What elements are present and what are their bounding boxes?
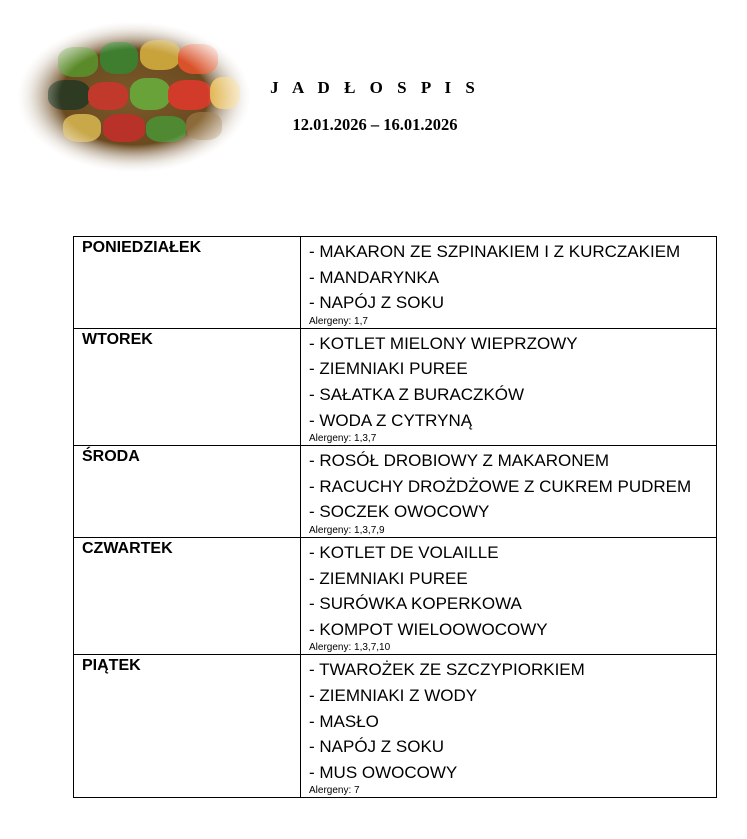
dishes-cell (301, 537, 717, 654)
dishes-cell (301, 655, 717, 798)
menu-row (74, 237, 717, 329)
dish-item: - MASŁO (309, 711, 379, 731)
dish-item: - SURÓWKA KOPERKOWA (309, 594, 522, 614)
dish-item: - KOTLET MIELONY WIEPRZOWY (309, 333, 578, 353)
menu-row (74, 446, 717, 538)
dish-item: - ZIEMNIAKI PUREE (309, 568, 468, 588)
dish-item: - NAPÓJ Z SOKU (309, 737, 445, 757)
dish-item: - SOCZEK OWOCOWY (309, 502, 490, 522)
dish-item: - MAKARON ZE SZPINAKIEM I Z KURCZAKIEM (309, 242, 681, 261)
allergens-note: Alergeny: 7 (309, 785, 360, 797)
dish-item: - KOMPOT WIELOOWOCOWY (309, 619, 548, 639)
menu-row (74, 537, 717, 654)
dish-item: - MANDARYNKA (309, 267, 440, 287)
allergens-note: Alergeny: 1,7 (309, 315, 368, 327)
dish-item: - SAŁATKA Z BURACZKÓW (309, 384, 525, 404)
dish-item: - TWAROŻEK ZE SZCZYPIORKIEM (309, 660, 585, 680)
vegetables-photo (18, 22, 250, 172)
day-name: WTOREK (74, 328, 301, 445)
day-name: CZWARTEK (74, 537, 301, 654)
date-range: 12.01.2026 – 16.01.2026 (292, 115, 458, 134)
dishes-cell (301, 446, 717, 538)
menu-table-body (74, 237, 717, 798)
dish-item: - KOTLET DE VOLAILLE (309, 542, 499, 562)
dish-item: - MUS OWOCOWY (309, 762, 458, 782)
dish-item: - ROSÓŁ DROBIOWY Z MAKARONEM (309, 451, 610, 471)
dishes-cell (301, 237, 717, 329)
allergens-note: Alergeny: 1,3,7,9 (309, 524, 385, 536)
dish-item: - NAPÓJ Z SOKU (309, 293, 445, 313)
day-name: ŚRODA (74, 446, 301, 538)
menu-row (74, 328, 717, 445)
menu-row (74, 655, 717, 798)
dish-item: - ZIEMNIAKI PUREE (309, 359, 468, 379)
dish-item: - ZIEMNIAKI Z WODY (309, 685, 478, 705)
day-name: PIĄTEK (74, 655, 301, 798)
allergens-note: Alergeny: 1,3,7 (309, 433, 377, 445)
dish-item: - RACUCHY DROŻDŻOWE Z CUKREM PUDREM (309, 476, 692, 496)
page-title: J A D Ł O S P I S (270, 78, 480, 97)
day-name: PONIEDZIAŁEK (74, 237, 301, 329)
allergens-note: Alergeny: 1,3,7,10 (309, 642, 391, 654)
dish-item: - WODA Z CYTRYNĄ (309, 410, 473, 430)
menu-table (73, 236, 717, 798)
dishes-cell (301, 328, 717, 445)
